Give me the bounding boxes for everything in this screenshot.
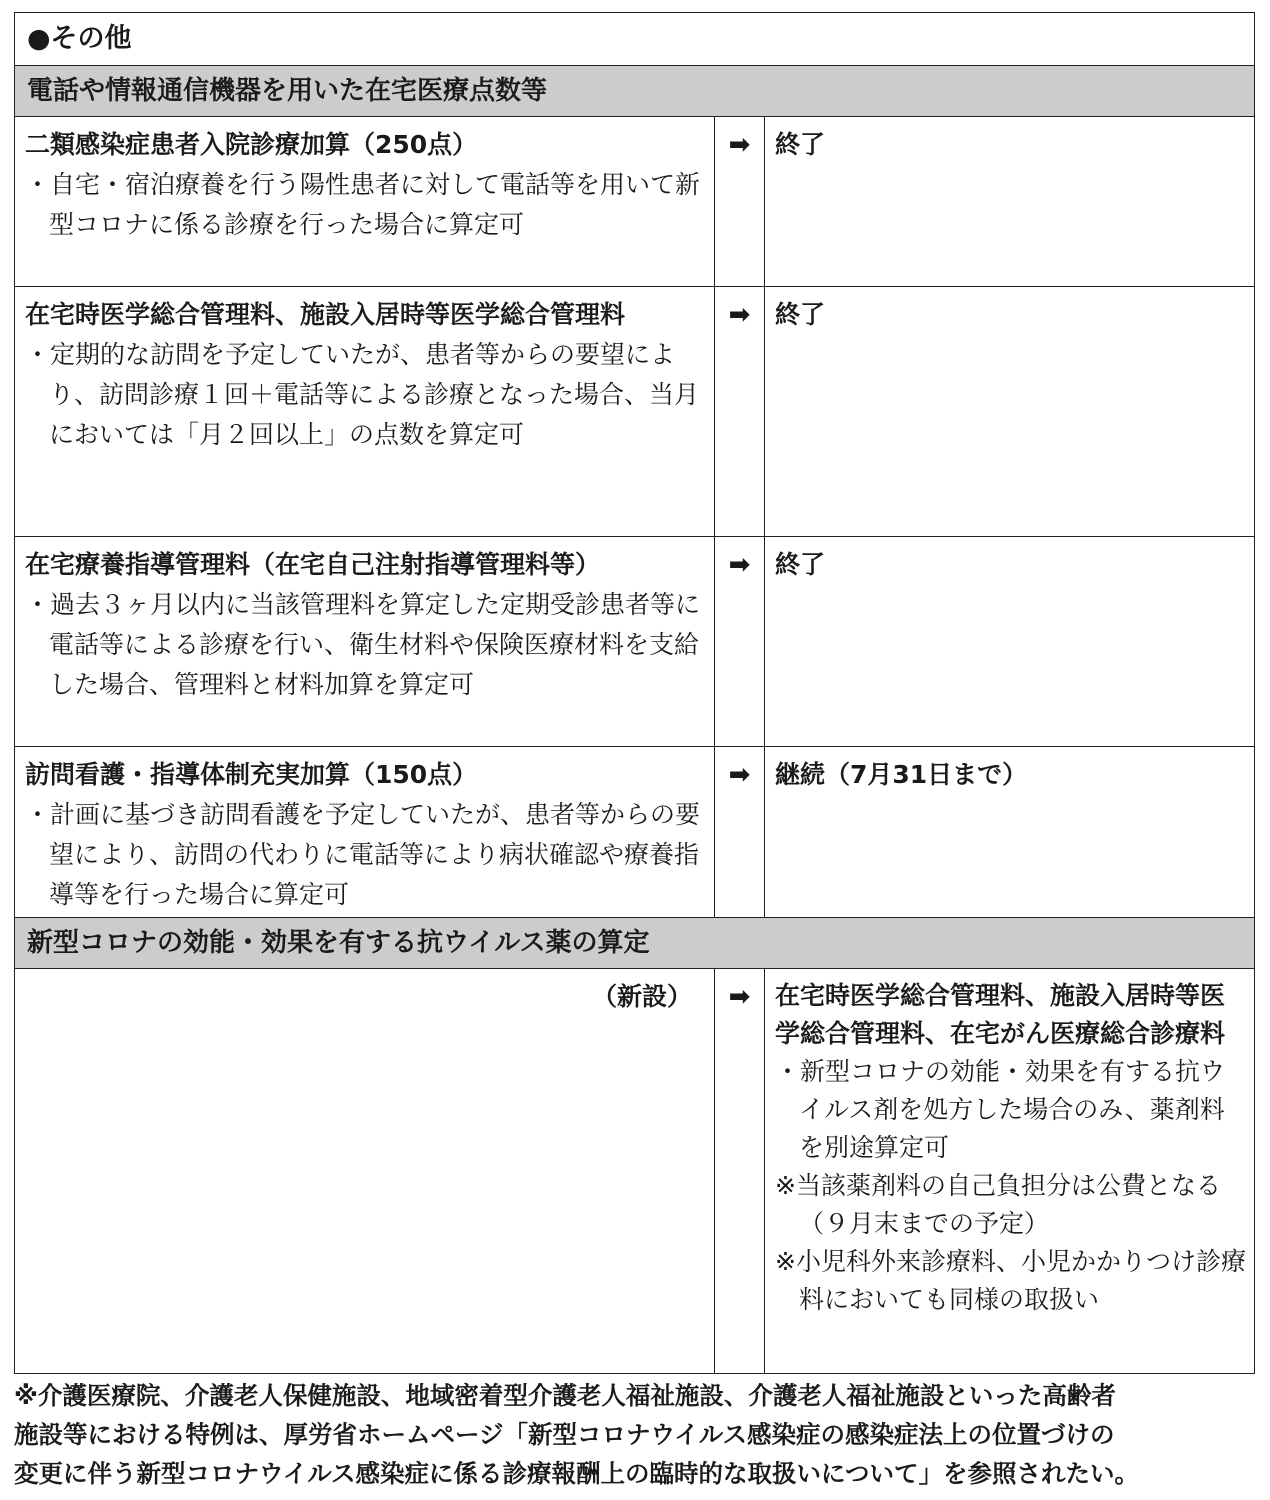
result-text: 終了 [775,300,826,329]
item-cell [15,117,715,287]
arrow-icon: ➡ [715,117,765,287]
section-heading: 電話や情報通信機器を用いた在宅医療点数等 [15,66,1255,117]
footnote-line: 施設等における特例は、厚労省ホームページ「新型コロナウイルス感染症の感染症法上の位置づけの [14,1420,1115,1449]
result-note: ・新型コロナの効能・効果を有する抗ウイルス剤を処方した場合のみ、薬剤料を別途算定可 [775,1057,1226,1162]
item-title: 二類感染症患者入院診療加算（250点） [25,130,478,159]
item-note: ・定期的な訪問を予定していたが、患者等からの要望により、訪問診療１回＋電話等による診療となった場合、当月においては「月２回以上」の点数を算定可 [25,340,700,449]
table-row [15,747,1255,918]
item-cell [15,747,715,918]
result-heading: 在宅時医学総合管理料、施設入居時等医学総合管理料、在宅がん医療総合診療料 [775,981,1226,1048]
revision-table [14,12,1255,1374]
title-row [15,13,1255,66]
footnote-line: ※介護医療院、介護老人保健施設、地域密着型介護老人福祉施設、介護老人福祉施設といった高齢者 [14,1381,1116,1410]
section-heading: 新型コロナの効能・効果を有する抗ウイルス薬の算定 [15,918,1255,969]
result-cell [765,969,1255,1374]
table-row [15,969,1255,1374]
section-header-row [15,66,1255,117]
arrow-icon: ➡ [715,747,765,918]
item-cell [15,969,715,1374]
table-row [15,287,1255,537]
result-text: 終了 [775,550,826,579]
result-cell [765,537,1255,747]
arrow-icon: ➡ [715,969,765,1374]
arrow-icon: ➡ [715,287,765,537]
item-cell [15,537,715,747]
item-title: 訪問看護・指導体制充実加算（150点） [25,760,478,789]
new-label: （新設） [591,982,692,1011]
item-note: ・過去３ヶ月以内に当該管理料を算定した定期受診患者等に電話等による診療を行い、衛生材料や保険医療材料を支給した場合、管理料と材料加算を算定可 [25,590,701,699]
footnote-line: 変更に伴う新型コロナウイルス感染症に係る診療報酬上の臨時的な取扱いについて」を参照されたい。 [14,1459,1140,1488]
item-note: ・自宅・宿泊療養を行う陽性患者に対して電話等を用いて新型コロナに係る診療を行った場合に算定可 [25,170,701,239]
result-note: ※当該薬剤料の自己負担分は公費となる（９月末までの予定） [775,1171,1221,1238]
document-sheet [14,12,1254,1374]
result-text: 継続（7月31日まで） [775,760,1028,789]
result-cell [765,117,1255,287]
result-text: 終了 [775,130,826,159]
table-row [15,117,1255,287]
item-title: 在宅療養指導管理料（在宅自己注射指導管理料等） [25,550,601,579]
table-title: ●その他 [15,13,1255,66]
section-header-row [15,918,1255,969]
result-cell [765,747,1255,918]
item-title: 在宅時医学総合管理料、施設入居時等医学総合管理料 [25,300,626,329]
item-cell [15,287,715,537]
footnote [14,1376,1254,1493]
result-note: ※小児科外来診療料、小児かかりつけ診療料においても同様の取扱い [775,1247,1246,1314]
result-cell [765,287,1255,537]
table-row [15,537,1255,747]
item-note: ・計画に基づき訪問看護を予定していたが、患者等からの要望により、訪問の代わりに電話等により病状確認や療養指導等を行った場合に算定可 [25,800,701,909]
arrow-icon: ➡ [715,537,765,747]
